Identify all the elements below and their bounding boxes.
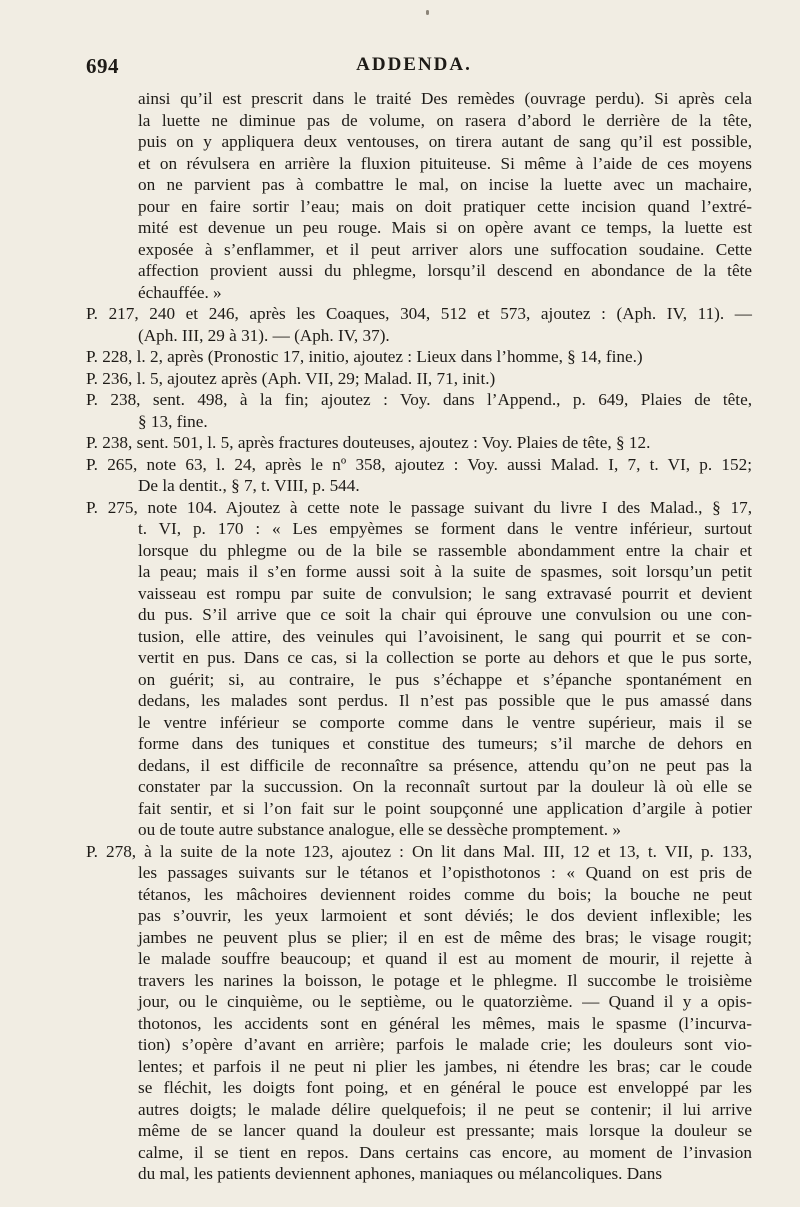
text-line: du pus. S’il arrive que ce soit la chair qui éprouve une convulsion ou une con- — [138, 605, 752, 624]
text-line: la luette ne diminue pas de volume, on rasera d’abord le derrière de la tête, — [138, 110, 752, 130]
text-line: on ne parvient pas à combattre le mal, on incise la luette avec un machaire, — [138, 175, 752, 194]
text-line: P. 217, 240 et 246, après les Coaques, 304, 512 et 573, ajoutez : (Aph. IV, 11). — — [86, 304, 752, 323]
text-line: tétanos, les mâchoires deviennent roides comme du bois; la bouche ne peut — [138, 884, 752, 904]
text-line: puis on y appliquera deux ventouses, on tirera autant de sang qu’il est possible, — [138, 132, 752, 151]
text-line: De la dentit., § 7, t. VIII, p. 544. — [138, 476, 360, 495]
text-line: même de se lancer quand la douleur est pressante; mais lorsque la douleur se — [138, 1121, 752, 1140]
text-line: P. 238, sent. 501, l. 5, après fractures douteuses, ajoutez : Voy. Plaies de tête, § 12. — [86, 433, 651, 452]
text-line: vaisseau est rompu par suite de convulsion; le sang extravasé pourrit et devient — [138, 583, 752, 603]
running-title: ADDENDA. — [356, 54, 472, 75]
text-line: le ventre inférieur se comporte comme dans le ventre supérieur, mais il se — [138, 712, 752, 732]
text-line: t. VI, p. 170 : « Les empyèmes se forment dans le ventre inférieur, surtout — [138, 519, 752, 538]
text-line: P. 265, note 63, l. 24, après le nº 358, ajoutez : Voy. aussi Malad. I, 7, t. VI, p. 152; — [86, 454, 752, 474]
text-line: on guérit; si, au contraire, le pus s’échappe et s’épanche spontanément en — [138, 669, 752, 689]
text-line: P. 236, l. 5, ajoutez après (Aph. VII, 29; Malad. II, 71, init.) — [86, 368, 496, 388]
text-line: autres doigts; le malade délire quelquefois; il ne peut se contenir; il lui arrive — [138, 1099, 752, 1119]
addendum-entry — [86, 368, 752, 390]
text-line: lentes; et parfois il ne peut ni plier les jambes, ni étendre les bras; car le coude — [138, 1056, 752, 1076]
page-number: 694 — [86, 54, 119, 78]
text-line: se fléchit, les doigts font poing, et en général le pouce est enveloppé par les — [138, 1078, 752, 1097]
text-line: et on révulsera en arrière la fluxion pituiteuse. Si même à l’aide de ces moyens — [138, 153, 752, 173]
text-line: le malade souffre beaucoup; et quand il est au moment de mourir, il rejette à — [138, 949, 752, 968]
text-line: jambes ne peuvent plus se plier; il en est de même des bras; le visage rougit; — [138, 927, 752, 947]
text-line: forme dans des tuniques et constitue des tumeurs; s’il marche de dehors en — [138, 734, 752, 753]
text-line: thotonos, les accidents sont en général les mêmes, mais le spasme (l’incurva- — [138, 1013, 752, 1033]
addendum-entry — [86, 497, 752, 841]
text-line: lorsque du phlegme ou de la bile se rassemble abondamment entre la chair et — [138, 540, 752, 560]
text-line: ou de toute autre substance analogue, elle se dessèche promptement. » — [138, 820, 621, 839]
text-line: (Aph. III, 29 à 31). — (Aph. IV, 37). — [138, 325, 390, 345]
addendum-entry — [86, 841, 752, 1185]
addendum-entry — [86, 389, 752, 432]
addendum-entry — [86, 454, 752, 497]
text-line: P. 275, note 104. Ajoutez à cette note le passage suivant du livre I des Malad., § 17, — [86, 497, 752, 517]
text-line: la peau; mais il s’en forme aussi soit à la suite de spasmes, soit lorsqu’un petit — [138, 562, 752, 581]
text-line: jour, ou le cinquième, ou le septième, ou le quatorzième. — Quand il y a opis- — [138, 992, 752, 1011]
text-line: affection provient aussi du phlegme, lorsqu’il descend en abondance de la tête — [138, 261, 752, 280]
text-line: dedans, les malades sont perdus. Il n’est pas possible que le pus amassé dans — [138, 691, 752, 710]
text-line: du mal, les patients deviennent aphones, maniaques ou mélancoliques. Dans — [138, 1164, 663, 1183]
addendum-entry — [86, 346, 752, 368]
text-line: calme, il se tient en repos. Dans certains cas encore, au moment de l’invasion — [138, 1142, 752, 1162]
page-header — [86, 54, 742, 84]
text-line: pas s’ouvrir, les yeux larmoient et sont déviés; le dos devient inflexible; les — [138, 906, 752, 925]
addendum-entry — [86, 432, 752, 454]
text-line: tusion, elle attire, des veinules qui l’avoisinent, le sang qui pourrit et se con- — [138, 626, 752, 646]
text-line: tion) s’opère d’avant en arrière; parfois le malade crie; les douleurs sont vio- — [138, 1035, 752, 1054]
text-line: dedans, il est difficile de reconnaître sa présence, attendu qu’on ne peut pas la — [138, 755, 752, 775]
text-line: mité est devenue un peu rouge. Mais si on opère avant ce temps, la luette est — [138, 218, 752, 237]
text-line: ainsi qu’il est prescrit dans le traité Des remèdes (ouvrage perdu). Si après cela — [138, 89, 752, 108]
page-body — [86, 88, 752, 1185]
text-line: vertit en pus. Dans ce cas, si la collection se porte au dehors et que le pus sorte, — [138, 648, 752, 667]
text-line: pour en faire sortir l’eau; mais on doit pratiquer cette incision quand l’extré- — [138, 196, 752, 216]
continuation-paragraph — [86, 88, 752, 303]
text-line: P. 278, à la suite de la note 123, ajoutez : On lit dans Mal. III, 12 et 13, t. VII, p. 133, — [86, 841, 752, 861]
text-line: P. 228, l. 2, après (Pronostic 17, initio, ajoutez : Lieux dans l’homme, § 14, fine.) — [86, 347, 643, 366]
addendum-entry — [86, 303, 752, 346]
text-line: échauffée. » — [138, 282, 222, 302]
print-fleck — [426, 10, 429, 15]
text-line: § 13, fine. — [138, 411, 208, 431]
text-line: exposée à s’enflammer, et il peut arriver alors une suffocation soudaine. Cette — [138, 239, 752, 259]
text-line: fait sentir, et si l’on fait sur le point soupçonné une application d’argile à potier — [138, 798, 752, 818]
text-line: travers les narines la boisson, le potage et le phlegme. Il succombe le troisième — [138, 970, 752, 990]
text-line: les passages suivants sur le tétanos et l’opisthotonos : « Quand on est pris de — [138, 863, 752, 882]
text-line: constater par la succussion. On la reconnaît surtout par la douleur là où elle se — [138, 777, 752, 796]
text-line: P. 238, sent. 498, à la fin; ajoutez : Voy. dans l’Append., p. 649, Plaies de tête, — [86, 390, 752, 409]
